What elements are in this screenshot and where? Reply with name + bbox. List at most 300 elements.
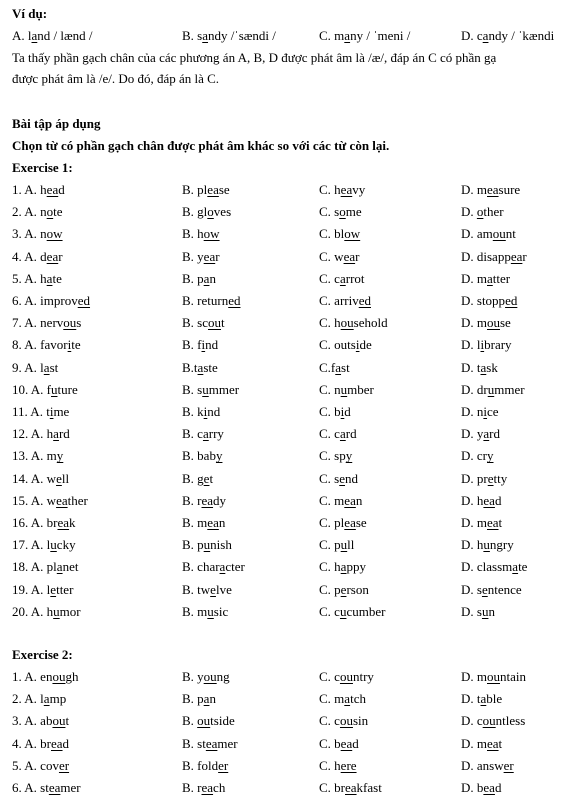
exercise1-option-b: [182, 515, 225, 531]
exercise1-option-a: [12, 226, 63, 242]
option-text: d: [58, 182, 65, 197]
exercise1-option-d: [461, 471, 507, 487]
underlined-part: i: [203, 404, 208, 419]
option-text: ntence: [487, 581, 522, 597]
underlined-part: o: [207, 204, 214, 220]
underlined-part: u: [483, 537, 490, 553]
exercise2-question-row: [12, 669, 563, 689]
exercise2-question-row: [12, 780, 563, 800]
exercise1-option-d: [461, 448, 494, 464]
underlined-part: e: [203, 470, 210, 486]
exercise1-question-row: [12, 404, 563, 424]
underlined-part: a: [512, 559, 519, 575]
option-text: B. fold: [182, 757, 219, 773]
option-text: cky: [56, 537, 76, 553]
exercise1-option-a: [12, 471, 69, 487]
option-text: B. c: [182, 426, 203, 442]
option-text: 18. A. pl: [12, 559, 57, 575]
option-text: B.t: [182, 359, 198, 375]
underlined-part: a: [202, 28, 209, 43]
underlined-part: a: [482, 28, 489, 43]
option-text: 4. A. d: [12, 248, 47, 264]
option-text: mber: [347, 381, 374, 397]
exercise1-option-c: [319, 604, 385, 620]
exercise1-option-d: [461, 582, 522, 598]
exercise1-option-a: [12, 493, 88, 509]
underlined-part: ou: [487, 315, 500, 331]
option-text: ndy /ˈsændi /: [208, 28, 276, 43]
example-title: Ví dụ:: [12, 6, 48, 21]
exercise1-option-b: [182, 559, 245, 575]
option-text: d: [352, 735, 359, 751]
option-text: D. pr: [461, 470, 488, 486]
exercise1-option-c: [319, 226, 360, 242]
underlined-part: ea: [201, 780, 214, 795]
option-text: 5. A. cov: [12, 757, 59, 773]
exercise1-option-d: [461, 293, 517, 309]
exercise1-option-d: [461, 382, 525, 398]
option-text: 15. A. w: [12, 492, 57, 508]
option-text: 3. A. ab: [12, 713, 53, 729]
exercise1-option-d: [461, 404, 499, 420]
option-text: ce: [487, 404, 499, 419]
exercise1-option-c: [319, 537, 354, 553]
option-text: mer: [60, 780, 81, 795]
exercise1-option-b: [182, 182, 230, 198]
option-text: d: [62, 735, 70, 751]
option-text: me: [53, 404, 70, 419]
underlined-part: o: [339, 204, 346, 220]
exercise1-option-a: [12, 382, 78, 398]
option-text: ture: [57, 381, 78, 397]
option-text: B. k: [182, 404, 204, 419]
underlined-part: a: [197, 359, 204, 375]
option-text: n: [218, 515, 226, 530]
underlined-part: ou: [203, 669, 217, 684]
exercise1-option-c: [319, 448, 352, 464]
underlined-part: e: [56, 470, 62, 486]
underlined-part: ea: [203, 248, 216, 264]
exercise1-option-c: [319, 337, 372, 353]
option-text: ther: [483, 204, 504, 220]
option-text: C. h: [319, 182, 341, 197]
option-text: mmer: [494, 381, 525, 397]
option-text: 1. A. en: [12, 669, 53, 684]
exercise1-option-c: [319, 493, 362, 509]
option-text: C. m: [319, 28, 345, 43]
option-text: t: [498, 515, 503, 530]
option-text: sic: [213, 603, 229, 619]
exercise1-question-row: [12, 559, 563, 579]
underlined-part: i: [483, 404, 488, 419]
underlined-part: e: [340, 581, 347, 597]
exercise1-option-b: [182, 293, 241, 309]
option-text: d: [494, 492, 502, 508]
option-text: B. h: [182, 226, 204, 242]
option-text: t: [221, 315, 225, 331]
exercise1-option-a: [12, 315, 81, 331]
option-text: 12. A. h: [12, 426, 54, 442]
option-text: B. bab: [182, 448, 216, 464]
option-text: te: [518, 559, 528, 575]
underlined-part: ea: [56, 492, 68, 508]
option-text: D. m: [461, 315, 487, 331]
option-text: B. f: [182, 337, 202, 353]
option-text: B. p: [182, 270, 204, 286]
underlined-part: ea: [510, 248, 523, 264]
option-text: D. c: [461, 713, 483, 729]
underlined-part: a: [483, 426, 490, 442]
underlined-part: i: [201, 337, 206, 353]
option-text: ble: [486, 691, 503, 707]
option-text: t: [209, 470, 214, 486]
underlined-part: a: [202, 426, 209, 442]
underlined-part: a: [43, 359, 50, 375]
option-text: C. h: [319, 559, 341, 575]
option-text: tch: [350, 691, 366, 707]
option-text: C. s: [319, 204, 340, 220]
underlined-part: y: [215, 448, 223, 464]
option-text: 10. A. f: [12, 381, 51, 397]
option-text: n: [209, 691, 216, 707]
option-text: C. c: [319, 713, 340, 729]
exercise1-option-d: [461, 249, 527, 265]
option-text: tter: [492, 270, 511, 286]
option-text: st: [49, 359, 59, 375]
option-text: lve: [215, 581, 232, 597]
option-text: 20. A. h: [12, 603, 54, 619]
option-text: 1. A. h: [12, 182, 47, 197]
option-text: nd / lænd /: [37, 28, 93, 43]
option-text: D. dr: [461, 381, 488, 397]
exercise1-option-c: [319, 249, 359, 265]
option-text: se: [355, 515, 367, 530]
exercise1-question-row: [12, 315, 563, 335]
option-text: mmer: [208, 381, 240, 397]
option-text: D. stopp: [461, 293, 506, 308]
underlined-part: ea: [46, 182, 59, 197]
exercise1-option-c: [319, 293, 371, 309]
underlined-part: ed: [358, 293, 371, 308]
option-text: D. c: [461, 28, 483, 43]
option-text: C. n: [319, 381, 341, 397]
example-option-b: [182, 28, 276, 44]
option-text: rson: [346, 581, 369, 597]
option-text: C. b: [319, 404, 341, 419]
option-text: C. br: [319, 780, 345, 795]
underlined-part: ow: [46, 226, 63, 242]
underlined-part: ea: [340, 182, 353, 197]
option-text: rd: [58, 426, 70, 442]
underlined-part: u: [53, 603, 60, 619]
exercise1-option-a: [12, 337, 81, 353]
exercise1-option-b: [182, 249, 220, 265]
exercise1-option-d: [461, 559, 527, 575]
option-text: brary: [484, 337, 512, 353]
exercise1-option-b: [182, 604, 228, 620]
exercise1-question-row: [12, 582, 563, 602]
option-text: r: [355, 248, 360, 264]
option-text: ng: [216, 669, 230, 684]
underlined-part: u: [207, 603, 214, 619]
exercise2-option-b: [182, 669, 230, 685]
option-text: sin: [352, 713, 369, 729]
underlined-part: u: [203, 537, 211, 553]
option-text: ves: [213, 204, 232, 220]
underlined-part: ou: [339, 713, 353, 729]
option-text: C. p: [319, 537, 341, 553]
exercise1-option-a: [12, 426, 70, 442]
example-options-row: [12, 28, 563, 48]
underlined-part: u: [481, 603, 489, 619]
option-text: D. s: [461, 581, 482, 597]
option-text: nd: [205, 337, 219, 353]
underlined-part: i: [480, 337, 485, 353]
exercise2-question-row: [12, 713, 563, 733]
exercise1-option-a: [12, 559, 78, 575]
exercise1-question-row: [12, 426, 563, 446]
underlined-part: ou: [197, 713, 211, 729]
exercise1-option-c: [319, 471, 358, 487]
option-text: rrot: [345, 270, 365, 286]
underlined-part: ea: [344, 492, 356, 508]
option-text: D. m: [461, 515, 487, 530]
exercise2-option-a: [12, 758, 69, 774]
option-text: ch: [213, 780, 226, 795]
option-text: ngry: [489, 537, 514, 553]
underlined-part: ea: [205, 735, 218, 751]
underlined-part: ed: [505, 293, 518, 308]
option-text: C. b: [319, 735, 341, 751]
option-text: B. p: [182, 691, 204, 707]
exercise2-option-d: [461, 669, 526, 685]
option-text: mor: [59, 603, 81, 619]
exercise2-option-b: [182, 713, 235, 729]
underlined-part: a: [53, 426, 59, 442]
exercise1-option-c: [319, 360, 350, 376]
option-text: C. pl: [319, 515, 345, 530]
option-text: s: [76, 315, 82, 331]
exercise2-option-c: [319, 669, 374, 685]
underlined-part: ea: [51, 735, 63, 751]
option-text: C. w: [319, 248, 344, 264]
exercise1-question-row: [12, 182, 563, 202]
underlined-part: a: [335, 359, 342, 375]
exercise2-option-d: [461, 780, 501, 796]
option-text: nt: [505, 226, 516, 242]
exercise1-title: Exercise 1:: [12, 160, 73, 175]
option-text: B. s: [182, 28, 203, 43]
underlined-part: ow: [203, 226, 220, 242]
underlined-part: o: [46, 204, 54, 220]
exercise1-option-c: [319, 271, 365, 287]
underlined-part: a: [219, 559, 226, 575]
underlined-part: ea: [343, 248, 356, 264]
option-text: mer: [217, 735, 238, 751]
option-text: cter: [225, 559, 245, 575]
underlined-part: ea: [345, 780, 357, 795]
underlined-part: ea: [483, 492, 495, 508]
exercise1-question-row: [12, 226, 563, 246]
exercise1-question-row: [12, 537, 563, 557]
exercise1-option-d: [461, 604, 495, 620]
underlined-part: i: [355, 337, 360, 353]
underlined-part: ea: [57, 515, 70, 530]
underlined-part: ou: [52, 669, 66, 684]
exercise1-option-c: [319, 404, 351, 420]
option-text: B. p: [182, 537, 204, 553]
option-text: 13. A. m: [12, 448, 57, 464]
underlined-part: ea: [487, 735, 499, 751]
option-text: B. r: [182, 492, 202, 508]
exercise1-option-d: [461, 226, 516, 242]
option-text: tside: [210, 713, 235, 729]
option-text: ny / ˈmeni /: [350, 28, 411, 43]
exercise1-option-d: [461, 337, 512, 353]
exercise1-question-row: [12, 293, 563, 313]
option-text: D. cr: [461, 448, 487, 464]
underlined-part: e: [481, 581, 488, 597]
option-text: C. c: [319, 669, 340, 684]
exercise2-option-d: [461, 691, 502, 707]
exercise2-option-b: [182, 736, 238, 752]
exercise1-option-a: [12, 582, 73, 598]
option-text: B. pl: [182, 182, 208, 197]
underlined-part: a: [340, 559, 347, 575]
underlined-part: ou: [482, 713, 496, 729]
option-text: nd: [207, 404, 221, 419]
option-text: C. m: [319, 492, 345, 508]
underlined-part: ou: [339, 669, 353, 684]
option-text: C. c: [319, 426, 340, 442]
option-text: D. b: [461, 780, 484, 795]
option-text: B. g: [182, 470, 204, 486]
option-text: B. gl: [182, 204, 208, 220]
exercise1-option-c: [319, 515, 367, 531]
option-text: C. c: [319, 603, 340, 619]
option-text: C. h: [319, 757, 341, 773]
option-text: se: [218, 182, 230, 197]
option-text: k: [69, 515, 76, 530]
option-text: net: [62, 559, 79, 575]
underlined-part: ea: [46, 248, 59, 264]
exercise2-option-d: [461, 713, 525, 729]
underlined-part: e: [339, 470, 346, 486]
option-text: D. l: [461, 337, 481, 353]
option-text: te: [71, 337, 81, 353]
option-text: sehold: [353, 315, 388, 331]
example-option-c: [319, 28, 410, 44]
exercise2-question-row: [12, 691, 563, 711]
example-option-d: [461, 28, 554, 44]
option-text: sure: [498, 182, 521, 197]
option-text: A. l: [12, 28, 32, 43]
option-text: cumber: [346, 603, 386, 619]
exercise1-option-a: [12, 604, 81, 620]
underlined-part: a: [487, 270, 493, 286]
option-text: te: [53, 204, 63, 220]
exercise1-question-row: [12, 271, 563, 291]
option-text: d: [344, 404, 351, 419]
underlined-part: a: [203, 691, 210, 707]
exercise1-option-a: [12, 271, 62, 287]
option-text: D. answ: [461, 757, 504, 773]
underlined-part: ed: [228, 293, 241, 308]
exercise1-question-row: [12, 337, 563, 357]
underlined-part: e: [487, 470, 494, 486]
option-text: C. p: [319, 581, 341, 597]
option-text: B. y: [182, 669, 204, 684]
option-text: B. s: [182, 381, 203, 397]
option-text: 4. A. br: [12, 735, 51, 751]
exercise1-option-d: [461, 315, 511, 331]
option-text: ste: [203, 359, 218, 375]
option-text: B. m: [182, 603, 208, 619]
option-text: 2. A. l: [12, 691, 44, 707]
exercise1-option-c: [319, 382, 374, 398]
exercise1-question-row: [12, 493, 563, 513]
example-explanation-line-1: Ta thấy phần gạch chân của các phương án A, B, D được phát âm là /æ/, đáp án C có phần gạ: [12, 50, 497, 65]
option-text: de: [359, 337, 372, 353]
option-text: rd: [345, 426, 357, 442]
underlined-part: er: [58, 757, 70, 773]
underlined-part: ea: [207, 182, 219, 197]
exercise2-option-a: [12, 669, 78, 685]
option-text: ther: [67, 492, 88, 508]
underlined-part: ea: [201, 492, 214, 508]
option-text: 2. A. n: [12, 204, 47, 220]
option-text: C. h: [319, 315, 341, 331]
exercise1-option-d: [461, 426, 500, 442]
option-text: t: [65, 713, 70, 729]
exercise1-option-d: [461, 204, 504, 220]
exercise1-option-a: [12, 448, 63, 464]
option-text: D. disapp: [461, 248, 511, 264]
option-text: B. y: [182, 248, 204, 264]
option-text: 5. A. h: [12, 270, 47, 286]
option-text: D. t: [461, 359, 481, 375]
exercise2-option-c: [319, 780, 382, 796]
option-text: B. sc: [182, 315, 208, 331]
exercise2-option-b: [182, 691, 216, 707]
exercise1-option-d: [461, 182, 520, 198]
option-text: 16. A. br: [12, 515, 58, 530]
option-text: r: [215, 248, 220, 264]
underlined-part: y: [345, 448, 353, 464]
exercise1-option-b: [182, 448, 222, 464]
underlined-part: y: [487, 448, 494, 464]
example-explanation-line-2: được phát âm là /e/. Do đó, đáp án là C.: [12, 71, 220, 86]
option-text: C. m: [319, 691, 345, 707]
option-text: 17. A. l: [12, 537, 51, 553]
underlined-part: e: [210, 581, 216, 597]
option-text: B. r: [182, 780, 202, 795]
exercise2-option-c: [319, 736, 359, 752]
option-text: te: [52, 270, 62, 286]
exercise1-option-b: [182, 471, 213, 487]
option-text: nish: [210, 537, 232, 553]
exercise1-question-row: [12, 448, 563, 468]
option-text: se: [500, 315, 511, 331]
exercise1-option-c: [319, 315, 388, 331]
option-text: n: [209, 270, 216, 286]
exercise1-option-a: [12, 360, 58, 376]
underlined-part: ou: [52, 713, 66, 729]
option-text: n: [488, 603, 495, 619]
option-text: C. s: [319, 470, 340, 486]
exercise1-option-b: [182, 337, 218, 353]
underlined-part: ow: [344, 226, 361, 242]
